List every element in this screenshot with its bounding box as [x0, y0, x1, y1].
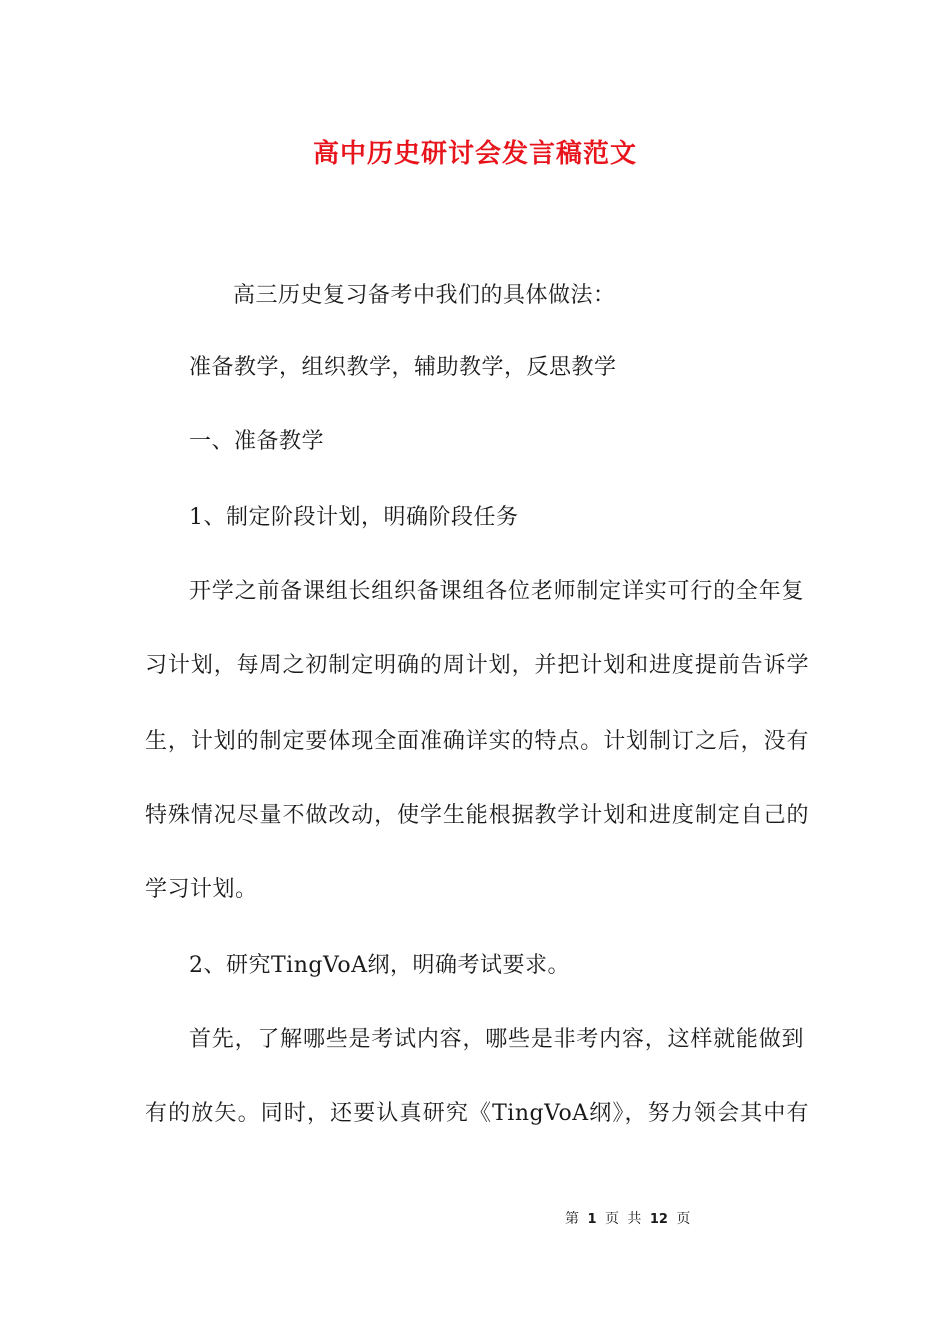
footer-total-pages: 12 — [649, 1212, 668, 1227]
paragraph-line: 开学之前备课组长组织备课组各位老师制定详实可行的全年复 — [189, 579, 804, 604]
item-heading: 1、制定阶段计划，明确阶段任务 — [189, 505, 519, 530]
item-heading: 2、研究TingVoA纲，明确考试要求。 — [189, 953, 570, 978]
footer-page-number: 1 — [587, 1212, 597, 1227]
paragraph-line: 有的放矢。同时，还要认真研究《TingVoA纲》，努力领会其中有 — [145, 1101, 809, 1126]
paragraph-line: 习计划，每周之初制定明确的周计划，并把计划和进度提前告诉学 — [145, 653, 809, 678]
paragraph-line: 首先，了解哪些是考试内容，哪些是非考内容，这样就能做到 — [189, 1027, 804, 1052]
subheading-line: 准备教学，组织教学，辅助教学，反思教学 — [189, 355, 617, 380]
paragraph-line: 学习计划。 — [145, 877, 258, 902]
paragraph-line: 特殊情况尽量不做改动，使学生能根据教学计划和进度制定自己的 — [145, 803, 809, 828]
page-footer — [565, 1210, 690, 1229]
footer-prefix: 第 — [565, 1211, 579, 1227]
footer-middle: 页 共 — [604, 1211, 642, 1227]
footer-suffix: 页 — [676, 1211, 691, 1227]
paragraph-line: 生，计划的制定要体现全面准确详实的特点。计划制订之后，没有 — [145, 729, 809, 754]
intro-line: 高三历史复习备考中我们的具体做法： — [233, 283, 616, 308]
section-heading: 一、准备教学 — [189, 429, 325, 454]
page-title: 高中历史研讨会发言稿范文 — [312, 139, 637, 169]
